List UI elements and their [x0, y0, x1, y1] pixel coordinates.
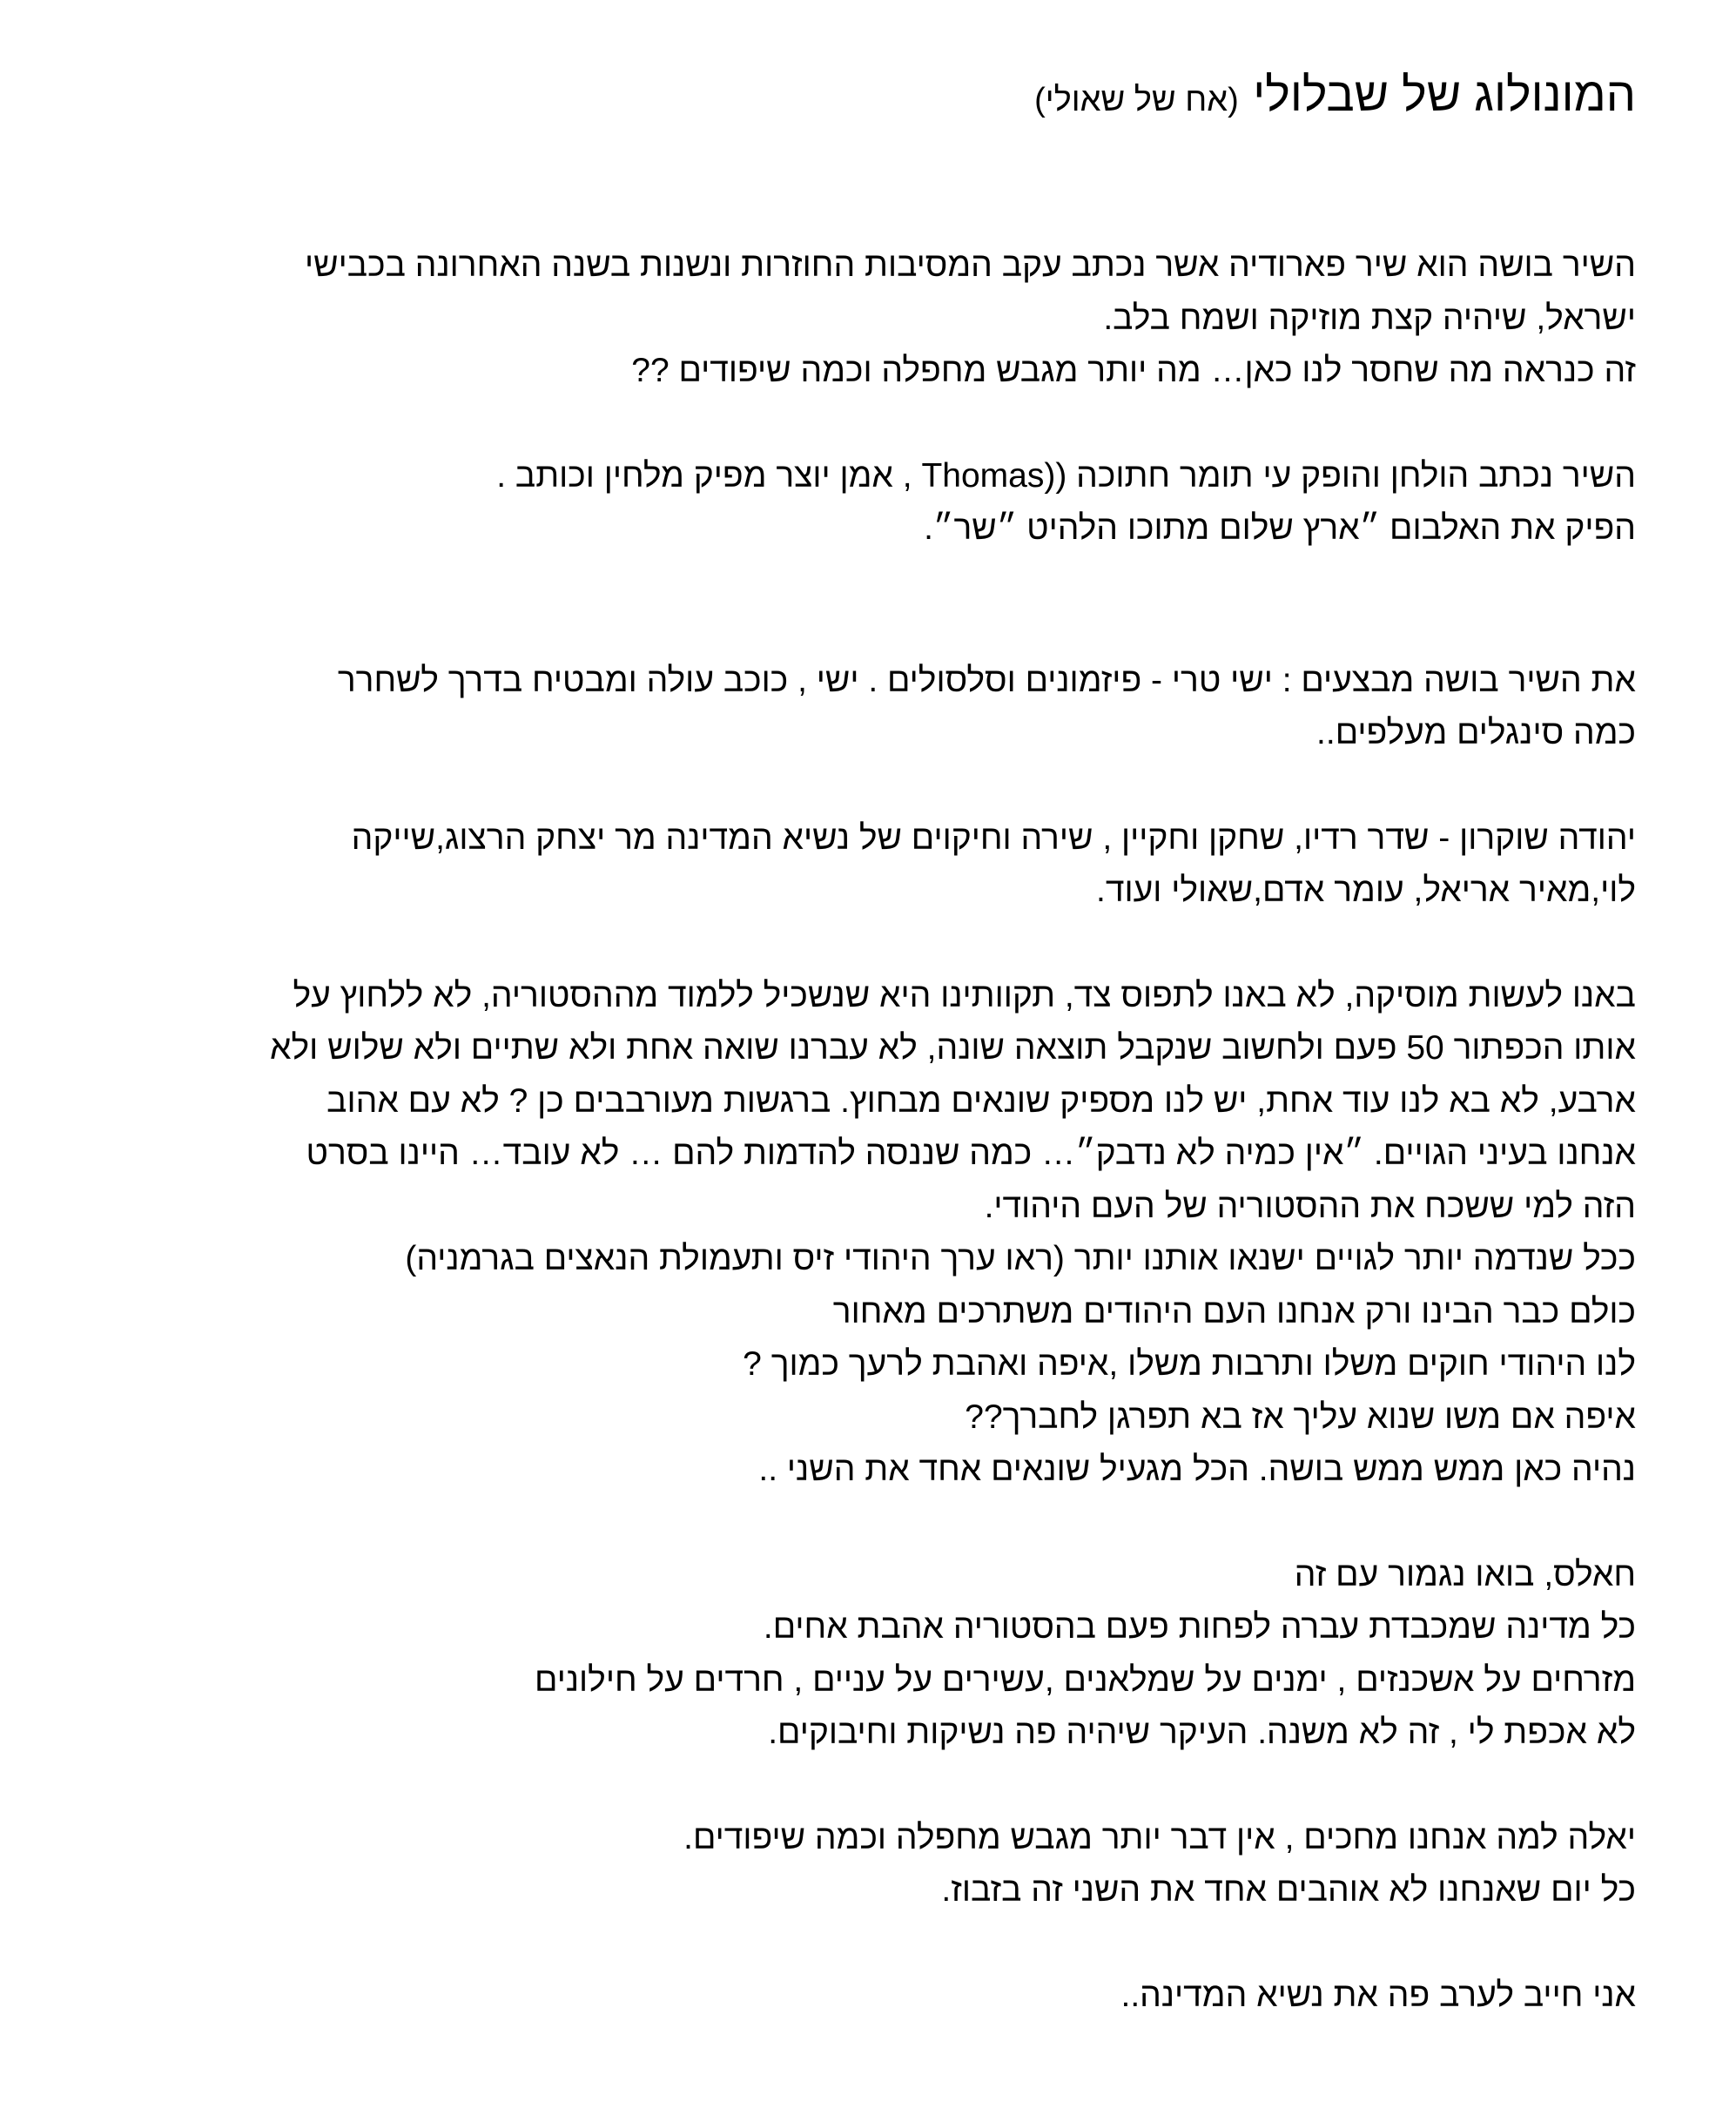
text-line: לא אכפת לי , זה לא משנה. העיקר שיהיה פה נשיקות וחיבוקים.: [768, 1714, 1636, 1751]
paragraph-intro: [61, 239, 1636, 398]
text-line: לוי,מאיר אריאל, עומר אדם,שאולי ועוד.: [1096, 872, 1636, 909]
title-subtitle: (אח של שאולי): [1034, 82, 1239, 118]
text-line: ככל שנדמה יותר לגויים ישנאו אותנו יותר (ראו ערך היהודי זיס ותעמולת הנאצים בגרמניה): [405, 1240, 1636, 1277]
text-line: השיר נכתב הולחן והופק עי תומר חתוכה ((Thomas , אמן יוצר מפיק מלחין וכותב .: [496, 456, 1636, 495]
paragraph-second-performer: [61, 812, 1636, 918]
text-line: באנו לעשות מוסיקה, לא באנו לתפוס צד, תקוותינו היא שנשכיל ללמוד מההסטוריה, לא ללחוץ על: [293, 976, 1636, 1014]
title-main: המונולוג של שבלולי: [1253, 69, 1636, 121]
paragraph-performers: [61, 655, 1636, 760]
text-line: כמה סינגלים מעלפים..: [1316, 714, 1636, 751]
text-line: נהיה כאן ממש ממש בושה. הכל מגעיל שונאים אחד את השני ..: [758, 1451, 1636, 1488]
paragraph-gap: [61, 918, 1636, 970]
paragraph-message: [61, 970, 1636, 1497]
paragraph-gap: [61, 1917, 1636, 1970]
text-line: הפיק את האלבום ״ארץ שלום מתוכו הלהיט ״שר״.: [924, 509, 1636, 547]
text-line: כל יום שאנחנו לא אוהבים אחד את השני זה בזבוז.: [941, 1871, 1636, 1909]
paragraph-gap: [61, 760, 1636, 812]
text-line: ישראל, שיהיה קצת מוזיקה ושמח בלב.: [1103, 299, 1636, 337]
text-line: חאלס, בואו נגמור עם זה: [1294, 1555, 1636, 1593]
text-line: כל מדינה שמכבדת עברה לפחות פעם בהסטוריה אהבת אחים.: [763, 1608, 1636, 1646]
paragraph-credits: [61, 450, 1636, 556]
text-line: השיר בושה הוא שיר פארודיה אשר נכתב עקב המסיבות החוזרות ונשנות בשנה האחרונה בכבישי: [305, 246, 1636, 284]
document-body: [61, 239, 1636, 2022]
text-line: הזה למי ששכח את ההסטוריה של העם היהודי.: [984, 1187, 1636, 1225]
text-line: יאלה למה אנחנו מחכים , אין דבר יותר מגבש מחפלה וכמה שיפודים.: [683, 1818, 1636, 1856]
paragraph-call: [61, 1812, 1636, 1917]
text-line: זה כנראה מה שחסר לנו כאן… מה יותר מגבש מחפלה וכמה שיפודים ??: [631, 352, 1636, 389]
paragraph-gap: [61, 1497, 1636, 1549]
text-line: מזרחים על אשכנזים , ימנים על שמלאנים ,עשירים על עניים , חרדים על חילונים: [535, 1661, 1636, 1699]
paragraph-closing: [61, 1970, 1636, 2023]
text-line: ארבע, לא בא לנו עוד אחת, יש לנו מספיק שונאים מבחוץ. ברגשות מעורבבים כן ? לא עם אהוב: [326, 1081, 1636, 1120]
paragraph-gap: [61, 398, 1636, 450]
text-line: אנחנו בעיני הגויים. ״אין כמיה לא נדבק״… כמה שננסה להדמות להם … לא עובד… היינו בסרט: [306, 1135, 1636, 1172]
text-line: איפה אם משו שנוא עליך אז בא תפרגן לחברך??: [965, 1398, 1636, 1436]
text-line: לנו היהודי חוקים משלו ותרבות משלו ,איפה ואהבת לרעך כמוך ?: [743, 1345, 1636, 1383]
document-title: [70, 68, 1636, 122]
paragraph-unity: [61, 1549, 1636, 1760]
text-line: אני חייב לערב פה את נשיא המדינה..: [1120, 1976, 1636, 2014]
text-line: כולם כבר הבינו ורק אנחנו העם היהודים משתרכים מאחור: [832, 1292, 1636, 1330]
text-line: אותו הכפתור 50 פעם ולחשוב שנקבל תוצאה שונה, לא עברנו שואה אחת ולא שתיים ולא שלוש ולא: [270, 1029, 1636, 1067]
paragraph-gap: [61, 1760, 1636, 1812]
text-line: את השיר בושה מבצעים : ישי טרי - פיזמונים וסלסולים . ישי , כוכב עולה ומבטיח בדרך לשחרר: [337, 661, 1636, 699]
paragraph-gap: [61, 556, 1636, 655]
text-line: יהודה שוקרון - שדר רדיו, שחקן וחקיין , שירה וחיקוים של נשיא המדינה מר יצחק הרצוג,שייקה: [351, 818, 1636, 857]
